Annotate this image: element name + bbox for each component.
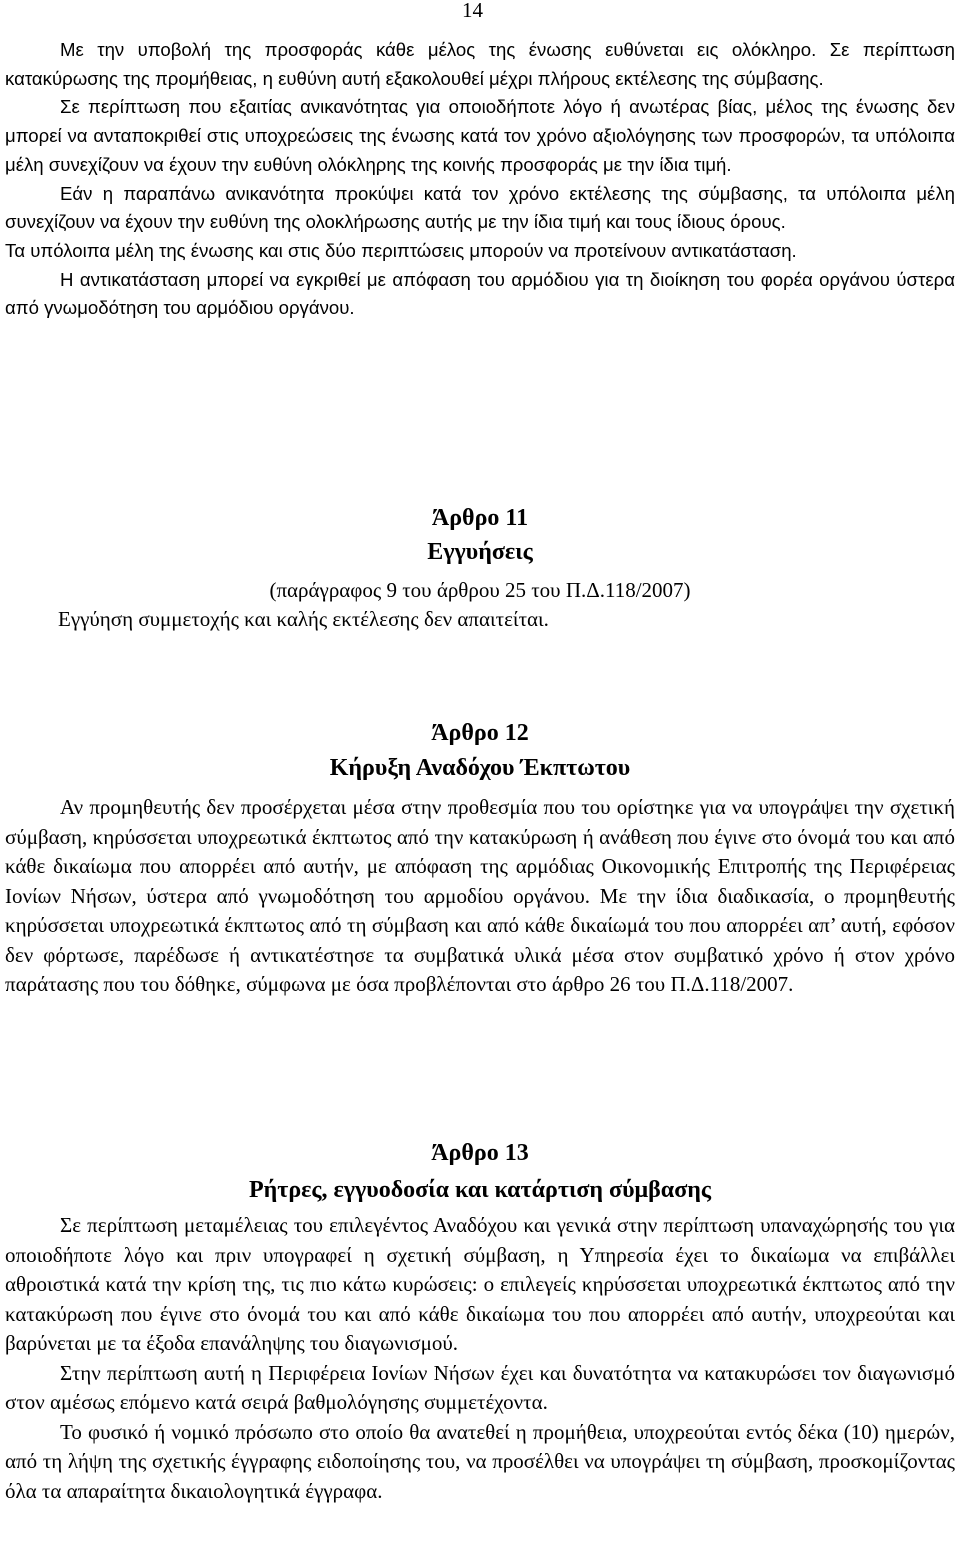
paragraph: Τα υπόλοιπα μέλη της ένωσης και στις δύο περιπτώσεις μπορούν να προτείνουν αντικατάσταση. — [5, 239, 797, 261]
article-12-body — [5, 793, 955, 1000]
paragraph: Σε περίπτωση μεταμέλειας του επιλεγέντος Αναδόχου και γενικά στην περίπτωση υπαναχώρησής του για οποιοδήποτε λόγο και πριν υπογραφεί η σχετική σύμβαση, η Υπηρεσία έχει το δικαίωμα να επιβάλλει αθροιστικά κατά την κρίση της, τις πιο κάτω κυρώσεις: ο επιλεγείς κηρύσσεται υποχρεωτικά έκπτωτος από την κατακύρωση που έγινε στο όνομά του και από κάθε δικαίωμα του που απορρέει από αυτήν, υποχρεούται και βαρύνεται με τα έξοδα επανάληψης του διαγωνισμού. — [5, 1213, 955, 1355]
page-number: 14 — [462, 0, 483, 22]
article-11-title: Εγγυήσεις — [427, 539, 533, 565]
article-11-text: Εγγύηση συμμετοχής και καλής εκτέλεσης δεν απαιτείται. — [58, 607, 549, 631]
article-13-number: Άρθρο 13 — [431, 1140, 529, 1166]
paragraph: Το φυσικό ή νομικό πρόσωπο στο οποίο θα ανατεθεί η προμήθεια, υποχρεούται εντός δέκα (10) ημερών, από τη λήψη της σχετικής έγγραφης ειδοποίησης του, να προσέλθει να υπογράψει τη σύμβαση, προσκομίζοντας όλα τα απαραίτητα δικαιολογητικά έγγραφα. — [5, 1419, 955, 1503]
paragraph: Η αντικατάσταση μπορεί να εγκριθεί με απόφαση του αρμόδιου για τη διοίκηση του φορέα οργάνου ύστερα από γνωμοδότηση του αρμόδιου οργάνου. — [5, 268, 955, 319]
paragraph: Αν προμηθευτής δεν προσέρχεται μέσα στην προθεσμία που του ορίστηκε για να υπογράψει την σχετική σύμβαση, κηρύσσεται υποχρεωτικά έκπτωτος από την κατακύρωση ή ανάθεση που έγινε στο όνομά του και από κάθε δικαίωμα που απορρέει από αυτήν, με απόφαση της αρμόδιας Οικονομικής Επιτροπής της Περιφέρειας Ιονίων Νήσων, ύστερα από γνωμοδότηση του αρμοδίου οργάνου. Με την ίδια διαδικασία, ο προμηθευτής κηρύσσεται υποχρεωτικά έκπτωτος από τη σύμβαση και από κάθε δικαίωμά του που απορρέει απ’ αυτή, εφόσον δεν φόρτωσε, παρέδωσε ή αντικατέστησε τα συμβατικά υλικά μέσα στον συμβατικό χρόνο ή στον χρόνο παράτασης που του δόθηκε, σύμφωνα με όσα προβλέπονται στο άρθρο 26 του Π.Δ.118/2007. — [5, 795, 955, 996]
article-13-title: Ρήτρες, εγγυοδοσία και κατάρτιση σύμβασης — [248, 1177, 712, 1203]
article-11-number: Άρθρο 11 — [431, 505, 529, 531]
paragraph: Εάν η παραπάνω ανικανότητα προκύψει κατά τον χρόνο εκτέλεσης της σύμβασης, τα υπόλοιπα μέλη συνεχίζουν να έχουν την ευθύνη της ολοκλήρωσης αυτής με την ίδια τιμή και τους ίδιους όρους. — [5, 182, 955, 233]
article-12-number: Άρθρο 12 — [431, 720, 529, 746]
union-liability-section — [5, 36, 955, 323]
article-13-body — [5, 1211, 955, 1506]
article-11-reference: (παράγραφος 9 του άρθρου 25 του Π.Δ.118/2007) — [269, 578, 691, 602]
paragraph: Στην περίπτωση αυτή η Περιφέρεια Ιονίων Νήσων έχει και δυνατότητα να κατακυρώσει τον διαγωνισμό στον αμέσως επόμενο κατά σειρά βαθμολόγησης συμμετέχοντα. — [5, 1360, 955, 1414]
paragraph: Σε περίπτωση που εξαιτίας ανικανότητας για οποιοδήποτε λόγο ή ανωτέρας βίας, μέλος της ένωσης δεν μπορεί να ανταποκριθεί στις υποχρεώσεις της ένωσης κατά τον χρόνο αξιολόγησης των προσφορών, τα υπόλοιπα μέλη συνεχίζουν να έχουν την ευθύνη ολόκληρης της κοινής προσφοράς με την ίδια τιμή. — [5, 96, 955, 175]
paragraph: Με την υποβολή της προσφοράς κάθε μέλος της ένωσης ευθύνεται εις ολόκληρο. Σε περίπτωση κατακύρωσης της προμήθειας, η ευθύνη αυτή εξακολουθεί μέχρι πλήρους εκτέλεσης της σύμβασης. — [5, 39, 955, 89]
article-12-title: Κήρυξη Αναδόχου Έκπτωτου — [329, 755, 631, 781]
